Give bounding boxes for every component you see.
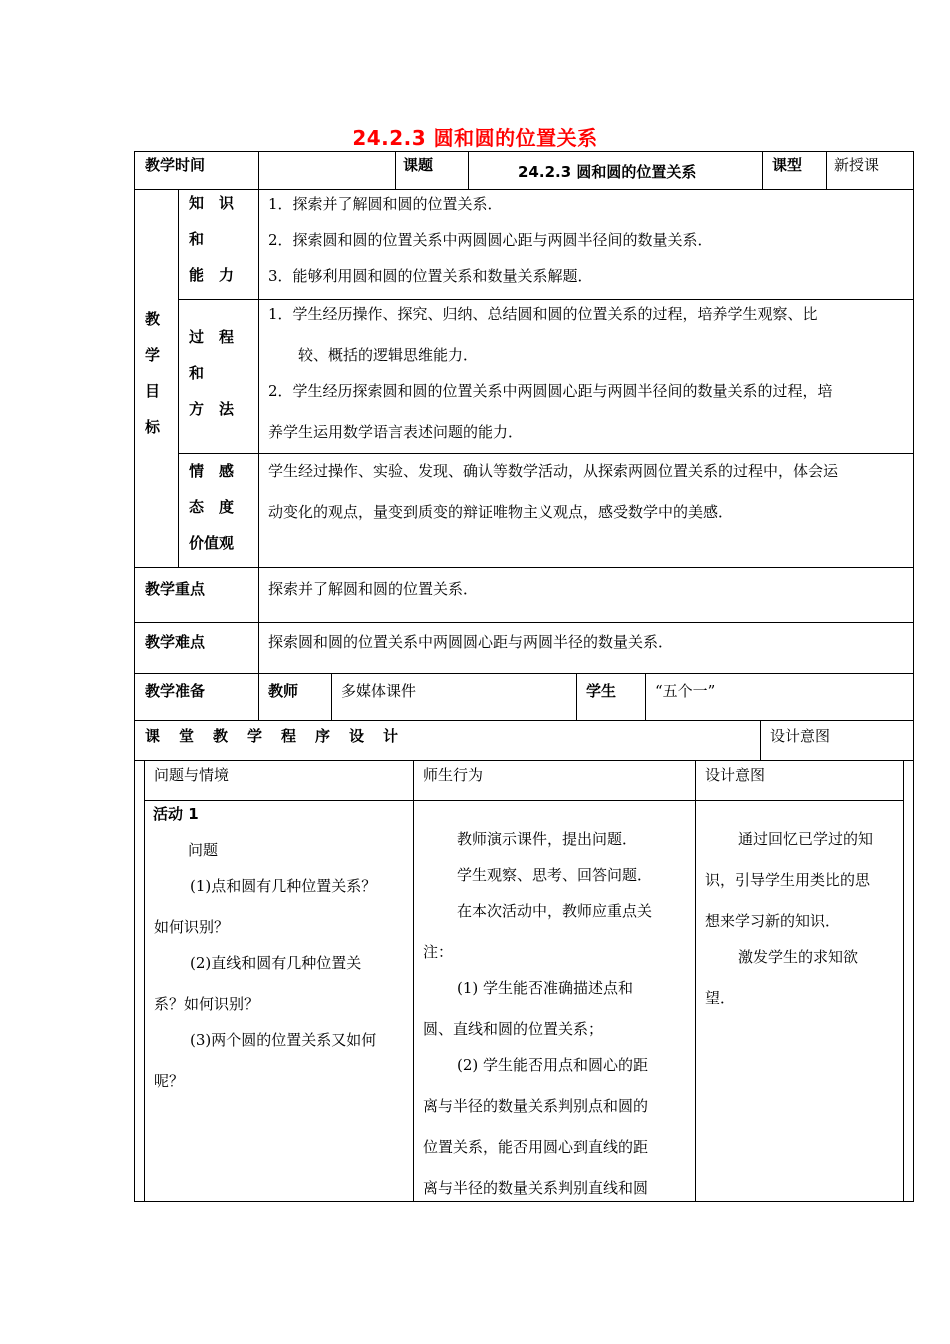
intent-line: 识，引导学生用类比的思 xyxy=(705,871,871,889)
program-intent-label: 设计意图 xyxy=(770,727,831,745)
type-value: 新授课 xyxy=(834,156,880,174)
emotion-label: 价值观 xyxy=(189,534,235,552)
emotion-label: 情 感 xyxy=(189,462,235,480)
intent-line: 通过回忆已学过的知 xyxy=(738,830,874,848)
question-line: (3)两个圆的位置关系又如何 xyxy=(190,1031,377,1049)
question-line: 系？如何识别？ xyxy=(154,995,260,1013)
difficulty-label: 教学难点 xyxy=(145,633,206,651)
behavior-line: 学生观察、思考、回答问题． xyxy=(457,866,653,884)
process-line: 2．学生经历探索圆和圆的位置关系中两圆圆心距与两圆半径间的数量关系的过程，培 xyxy=(268,382,833,400)
col-header-question: 问题与情境 xyxy=(154,766,230,784)
emotion-line: 学生经过操作、实验、发现、确认等数学活动，从探索两圆位置关系的过程中，体会运 xyxy=(268,462,839,480)
topic-label: 课题 xyxy=(403,156,434,174)
knowledge-line: 3．能够利用圆和圆的位置关系和数量关系解题． xyxy=(268,267,593,285)
teacher-value: 多媒体课件 xyxy=(341,682,417,700)
student-value: “五个一” xyxy=(655,682,716,700)
objectives-label-char: 标 xyxy=(145,418,161,436)
program-label: 课 堂 教 学 程 序 设 计 xyxy=(145,727,401,745)
process-label: 和 xyxy=(189,364,205,382)
knowledge-label: 能 力 xyxy=(189,266,235,284)
intent-line: 望． xyxy=(705,989,736,1007)
activity-title: 活动 1 xyxy=(153,805,199,823)
topic-value: 24.2.3 圆和圆的位置关系 xyxy=(518,163,697,181)
objectives-label-char: 学 xyxy=(145,346,161,364)
behavior-line: 教师演示课件，提出问题． xyxy=(457,830,638,848)
intent-line: 激发学生的求知欲 xyxy=(738,948,859,966)
emotion-label: 态 度 xyxy=(189,498,235,516)
process-line: 养学生运用数学语言表述问题的能力． xyxy=(268,423,524,441)
time-label: 教学时间 xyxy=(145,156,206,174)
question-line: (1)点和圆有几种位置关系？ xyxy=(190,877,377,895)
behavior-line: 注： xyxy=(423,943,454,961)
focus-value: 探索并了解圆和圆的位置关系． xyxy=(268,580,479,598)
process-label: 方 法 xyxy=(189,400,235,418)
difficulty-value: 探索圆和圆的位置关系中两圆圆心距与两圆半径的数量关系． xyxy=(268,633,674,651)
behavior-line: 圆、直线和圆的位置关系； xyxy=(423,1020,604,1038)
behavior-line: (2) 学生能否用点和圆心的距 xyxy=(457,1056,649,1074)
process-line: 较、概括的逻辑思维能力． xyxy=(298,346,479,364)
behavior-line: 位置关系，能否用圆心到直线的距 xyxy=(423,1138,649,1156)
student-label: 学生 xyxy=(586,682,617,700)
document-title: 24.2.3 圆和圆的位置关系 xyxy=(352,126,598,150)
col-header-behavior: 师生行为 xyxy=(423,766,484,784)
type-label: 课型 xyxy=(772,156,803,174)
focus-label: 教学重点 xyxy=(145,580,206,598)
intent-line: 想来学习新的知识． xyxy=(705,912,841,930)
knowledge-line: 1．探索并了解圆和圆的位置关系． xyxy=(268,195,503,213)
objectives-label-char: 目 xyxy=(145,382,161,400)
question-line: (2)直线和圆有几种位置关 xyxy=(190,954,362,972)
knowledge-line: 2．探索圆和圆的位置关系中两圆圆心距与两圆半径间的数量关系． xyxy=(268,231,713,249)
process-label: 过 程 xyxy=(189,328,235,346)
knowledge-label: 和 xyxy=(189,230,205,248)
question-line: 呢？ xyxy=(154,1072,185,1090)
behavior-line: 离与半径的数量关系判别点和圆的 xyxy=(423,1097,649,1115)
question-line: 问题 xyxy=(188,841,219,859)
question-line: 如何识别？ xyxy=(154,918,230,936)
teacher-label: 教师 xyxy=(268,682,299,700)
emotion-line: 动变化的观点，量变到质变的辩证唯物主义观点，感受数学中的美感． xyxy=(268,503,734,521)
objectives-label-char: 教 xyxy=(145,310,161,328)
col-header-intent: 设计意图 xyxy=(705,766,766,784)
process-line: 1．学生经历操作、探究、归纳、总结圆和圆的位置关系的过程，培养学生观察、比 xyxy=(268,305,818,323)
knowledge-label: 知 识 xyxy=(189,194,235,212)
behavior-line: 在本次活动中，教师应重点关 xyxy=(457,902,653,920)
preparation-label: 教学准备 xyxy=(145,682,206,700)
behavior-line: (1) 学生能否准确描述点和 xyxy=(457,979,634,997)
behavior-line: 离与半径的数量关系判别直线和圆 xyxy=(423,1179,649,1197)
